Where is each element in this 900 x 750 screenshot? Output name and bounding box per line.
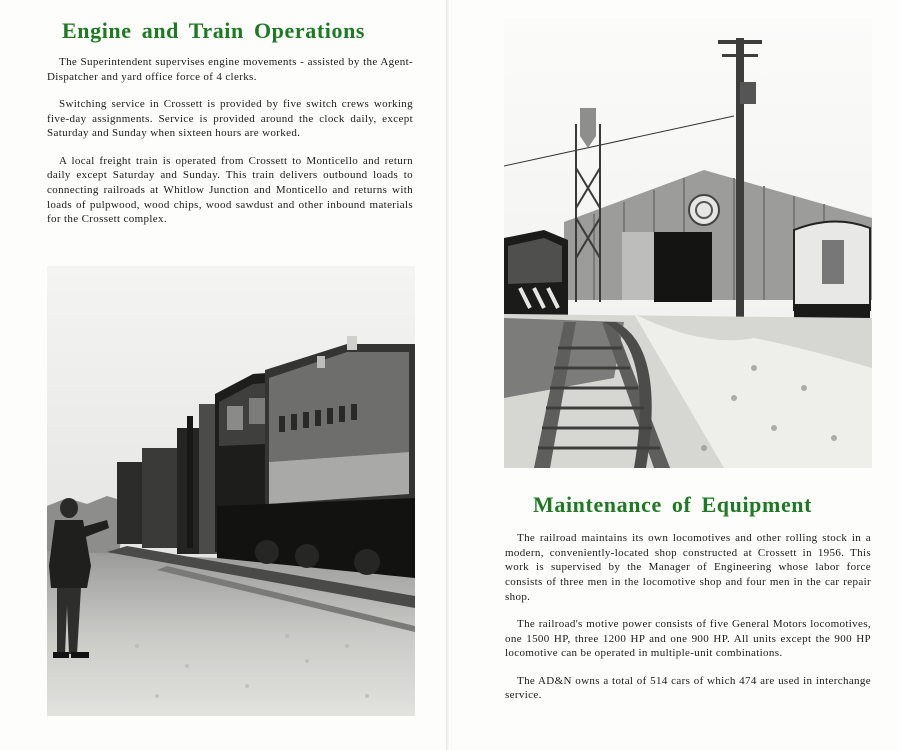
left-body-text	[47, 55, 413, 240]
paragraph-local-freight: A local freight train is operated from Crossett to Monticello and return daily except Saturday and Sunday. This train delivers outbound loads to connecting railroads at Whitlow Junction and Monticello and returns with loads of pulpwood, wood chips, wood sawdust and other inbound materials for the Crossett complex.	[47, 154, 413, 226]
paragraph-motive-power: The railroad's motive power consists of five General Motors locomotives, one 1500 HP, three 1200 HP and one 900 HP. All units except the 900 HP locomotive can be operated in multiple-unit combinations.	[505, 618, 871, 660]
paragraph-car-ownership: The AD&N owns a total of 514 cars of which 474 are used in interchange service.	[505, 674, 871, 702]
paragraph-switching-service: Switching service in Crossett is provided by five switch crews working five-day assignments. Service is provided around the clock daily, except Saturday and Sunday when sixteen hours are worked.	[47, 97, 413, 140]
right-page	[452, 0, 900, 750]
locomotive-freight-train-photo	[47, 266, 415, 716]
paragraph-rolling-stock: The railroad maintains its own locomotives and other rolling stock in a modern, conveniently-located shop constructed at Crossett in 1956. This work is supervised by the Manager of Engineering whose labor force consists of three men in the locomotive shop and four men in the car repair shop.	[505, 532, 871, 603]
paragraph-superintendent: The Superintendent supervises engine movements - assisted by the Agent-Dispatcher and yard office force of 4 clerks.	[47, 56, 413, 83]
locomotive-shop-photo	[504, 18, 872, 468]
maintenance-of-equipment-heading: Maintenance of Equipment	[533, 492, 813, 517]
left-page	[0, 0, 448, 750]
right-body-text	[505, 531, 871, 716]
engine-train-operations-heading: Engine and Train Operations	[62, 18, 366, 43]
